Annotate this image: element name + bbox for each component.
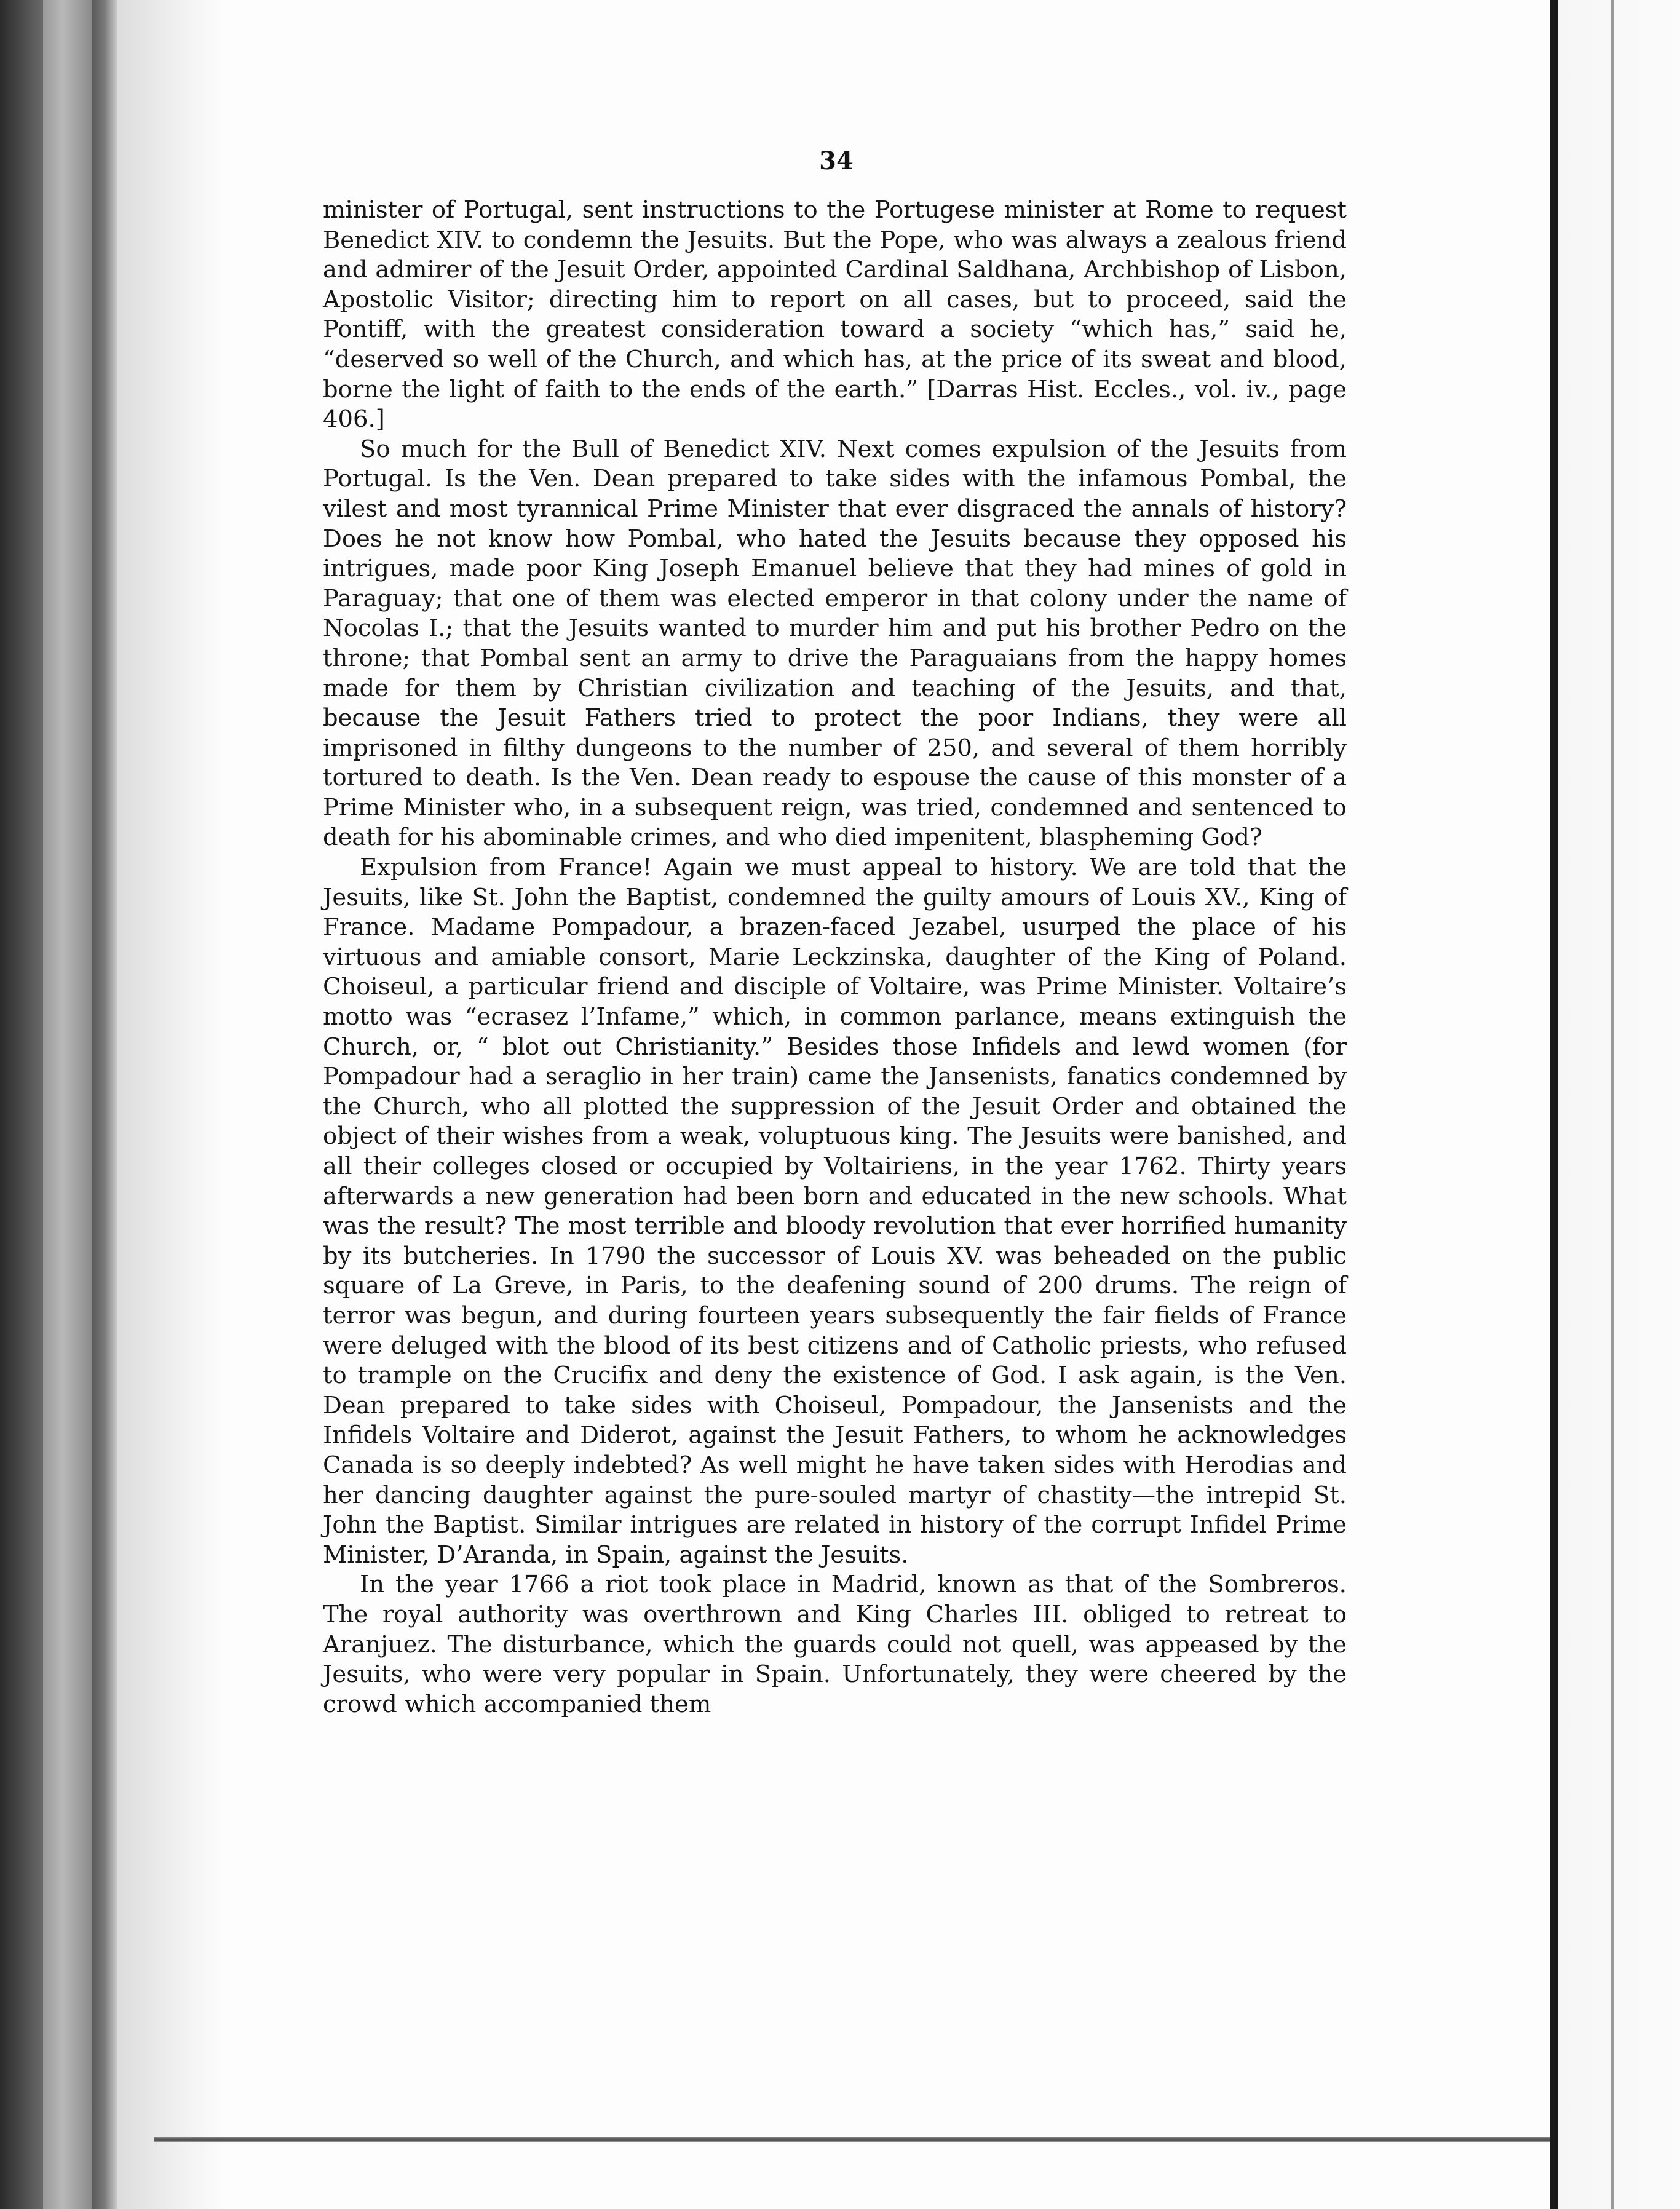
paragraph-france: Expulsion from France! Again we must appeal to history. We are told that the Jesuits, like St. John the Baptist, condemned the guilty amours of Louis XV., King of France. Madame Pompadour, a brazen-faced Jezabel, usurped the place of his virtuous and amiable consort, Marie Leckzinska, daughter of the King of Poland. Choiseul, a particular friend and disciple of Voltaire, was Prime Minister. Voltaire’s motto was “ecrasez l’Infame,” which, in common parlance, means extinguish the Church, or, “ blot out Christianity.” Besides those Infidels and lewd women (for Pompadour had a seraglio in her train) came the Jansenists, fanatics condemned by the Church, who all plotted the suppression of the Jesuit Order and obtained the object of their wishes from a weak, voluptuous king. The Jesuits were banished, and all their colleges closed or occupied by Voltairiens, in the year 1762. Thirty years afterwards a new generation had been born and educated in the new schools. What was the result? The most terrible and bloody revolution that ever horrified humanity by its butcheries. In 1790 the successor of Louis XV. was beheaded on the public square of La Greve, in Paris, to the deafening sound of 200 drums. The reign of terror was begun, and during fourteen years subsequently the fair fields of France were deluged with the blood of its best citizens and of Catholic priests, who refused to trample on the Crucifix and deny the existence of God. I ask again, is the Ven. Dean prepared to take sides with Choiseul, Pompadour, the Jansenists and the Infidels Voltaire and Diderot, against the Jesuit Fathers, to whom he acknowledges Canada is so deeply indebted? As well might he have taken sides with Herodias and her dancing daughter against the pure-souled martyr of chastity—the intrepid St. John the Baptist. Similar intrigues are related in history of the corrupt Infidel Prime Minister, D’Aranda, in Spain, against the Jesuits.: [323, 854, 1347, 1569]
paragraph-portugal: So much for the Bull of Benedict XIV. Next comes expulsion of the Jesuits from Portugal. Is the Ven. Dean prepared to take sides with the infamous Pombal, the vilest and most tyrannical Prime Minister that ever disgraced the annals of history? Does he not know how Pombal, who hated the Jesuits because they opposed his intrigues, made poor King Joseph Emanuel believe that they had mines of gold in Paraguay; that one of them was elected emperor in that colony under the name of Nocolas I.; that the Jesuits wanted to murder him and put his brother Pedro on the throne; that Pombal sent an army to drive the Paraguaians from the happy homes made for them by Christian civilization and teaching of the Jesuits, and that, because the Jesuit Fathers tried to protect the poor Indians, they were all imprisoned in filthy dungeons to the number of 250, and several of them horribly tortured to death. Is the Ven. Dean ready to espouse the cause of this monster of a Prime Minister who, in a subsequent reign, was tried, condemned and sentenced to death for his abominable crimes, and who died impenitent, blaspheming God?: [323, 435, 1347, 852]
page-right-edge: [1550, 0, 1558, 2209]
page-bottom-edge: [154, 2137, 1550, 2142]
body-text: [323, 196, 1347, 1719]
binding-edge-dark: [0, 0, 43, 2209]
page-number: 34: [819, 146, 854, 175]
paragraph-spain: In the year 1766 a riot took place in Madrid, known as that of the Sombreros. The royal authority was overthrown and King Charles III. obliged to retreat to Aranjuez. The disturbance, which the guards could not quell, was appeased by the Jesuits, who were very popular in Spain. Unfortunately, they were cheered by the crowd which accompanied them: [323, 1571, 1347, 1718]
gutter-shadow: [117, 0, 228, 2209]
next-page-margin: [1558, 0, 1680, 2209]
binding-edge-line: [92, 0, 117, 2209]
paragraph-continuation: minister of Portugal, sent instructions to the Portugese minister at Rome to request Benedict XIV. to condemn the Jesuits. But the Pope, who was always a zealous friend and admirer of the Jesuit Order, appointed Cardinal Saldhana, Archbishop of Lisbon, Apostolic Visitor; directing him to report on all cases, but to proceed, said the Pontiff, with the greatest consideration toward a society “which has,” said he, “deserved so well of the Church, and which has, at the price of its sweat and blood, borne the light of faith to the ends of the earth.” [Darras Hist. Eccles., vol. iv., page 406.]: [323, 196, 1347, 434]
next-page-edge: [1611, 0, 1614, 2209]
binding-edge-strip: [43, 0, 92, 2209]
